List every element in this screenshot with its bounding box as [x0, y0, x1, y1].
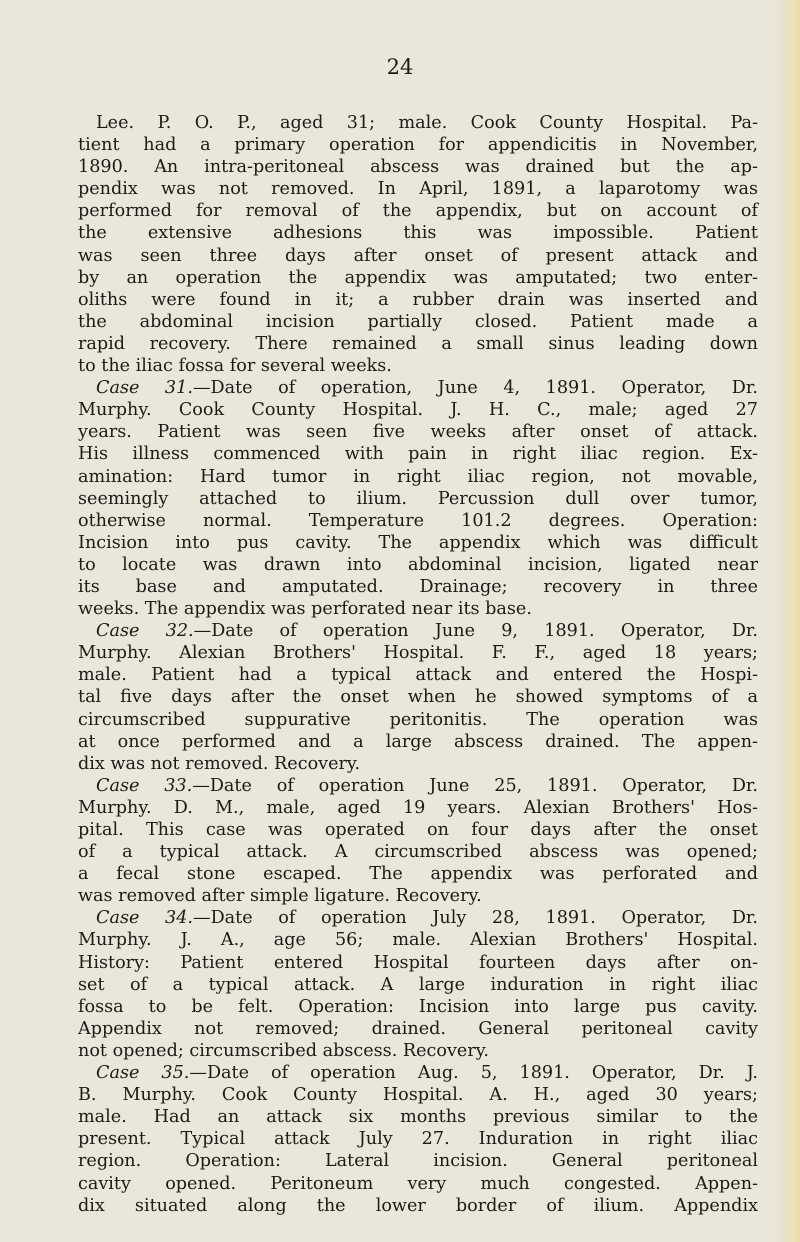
text-line: set of a typical attack. A large induration in right iliac — [78, 974, 758, 995]
text-line: History: Patient entered Hospital fourteen days after on- — [78, 952, 758, 973]
text-line: Lee. P. O. P., aged 31; male. Cook County Hospital. Pa- — [96, 113, 758, 133]
text-line: by an operation the appendix was amputated; two enter- — [78, 267, 758, 288]
text-line — [78, 907, 758, 929]
text-line: B. Murphy. Cook County Hospital. A. H., aged 30 years; — [78, 1085, 758, 1106]
text-line: pital. This case was operated on four days after the onset — [78, 820, 758, 840]
text-line: weeks. The appendix was perforated near its base. — [78, 599, 532, 620]
text-line: dix situated along the lower border of ilium. Appendix — [78, 1195, 758, 1216]
text-line: performed for removal of the appendix, but on account of — [78, 201, 758, 222]
text-line: Murphy. J. A., age 56; male. Alexian Brothers' Hospital. — [78, 930, 758, 951]
body-text — [78, 112, 758, 1217]
line-text: —Date of operation July 28, 1891. Operator, Dr. — [192, 908, 758, 929]
text-line: tient had a primary operation for appendicitis in November, — [78, 135, 758, 156]
text-line: the extensive adhesions this was impossible. Patient — [78, 223, 758, 244]
text-line: was seen three days after onset of present attack and — [78, 245, 758, 266]
text-line: to locate was drawn into abdominal incision, ligated near — [78, 554, 758, 575]
text-line: Appendix not removed; drained. General peritoneal cavity — [78, 1018, 758, 1039]
text-line: present. Typical attack July 27. Induration in right iliac — [78, 1129, 758, 1150]
text-line: dix was not removed. Recovery. — [78, 753, 361, 774]
text-line: of a typical attack. A circumscribed abscess was opened; — [78, 842, 758, 863]
line-text: —Date of operation June 25, 1891. Operator, Dr. — [192, 775, 759, 796]
text-line — [78, 775, 758, 797]
text-line: otherwise normal. Temperature 101.2 degrees. Operation: — [78, 510, 758, 531]
text-line: cavity opened. Peritoneum very much congested. Appen- — [78, 1173, 758, 1194]
case-label: Case 33. — [96, 775, 193, 796]
text-line: to the iliac fossa for several weeks. — [78, 356, 392, 377]
paragraph-case-32 — [78, 620, 758, 775]
paragraph-case-33 — [78, 775, 758, 908]
text-line — [78, 620, 758, 642]
text-line: was removed after simple ligature. Recovery. — [78, 886, 482, 907]
text-line: tal five days after the onset when he showed symptoms of a — [78, 687, 758, 708]
text-line: circumscribed suppurative peritonitis. The operation was — [78, 709, 758, 730]
line-text: —Date of operation, June 4, 1891. Operator, Dr. — [192, 378, 758, 399]
text-line: rapid recovery. There remained a small sinus leading down — [78, 333, 758, 354]
text-line: pendix was not removed. In April, 1891, a laparotomy was — [78, 179, 758, 200]
text-line: the abdominal incision partially closed. Patient made a — [78, 311, 758, 332]
text-line — [78, 1062, 758, 1084]
text-line: oliths were found in it; a rubber drain was inserted and — [78, 289, 758, 310]
text-line: fossa to be felt. Operation: Incision into large pus cavity. — [78, 996, 758, 1017]
text-line: Incision into pus cavity. The appendix which was difficult — [78, 532, 758, 553]
text-line: Murphy. D. M., male, aged 19 years. Alexian Brothers' Hos- — [78, 797, 758, 818]
text-line: region. Operation: Lateral incision. General peritoneal — [78, 1151, 758, 1172]
text-line: amination: Hard tumor in right iliac region, not movable, — [78, 466, 758, 487]
page-number: 24 — [386, 55, 414, 79]
case-label: Case 35. — [96, 1063, 190, 1084]
paragraph-case-34 — [78, 907, 758, 1062]
text-line: 1890. An intra-peritoneal abscess was drained but the ap- — [78, 157, 758, 178]
paragraph-case-35 — [78, 1062, 758, 1217]
text-line: Murphy. Alexian Brothers' Hospital. F. F., aged 18 years; — [78, 643, 758, 664]
text-line: at once performed and a large abscess drained. The appen- — [78, 731, 758, 752]
page-edge — [774, 0, 800, 1242]
text-line: years. Patient was seen five weeks after onset of attack. — [78, 422, 758, 443]
text-line: seemingly attached to ilium. Percussion dull over tumor, — [78, 488, 758, 509]
text-line: male. Patient had a typical attack and entered the Hospi- — [78, 665, 758, 686]
paragraph-case-31 — [78, 377, 758, 620]
text-line: male. Had an attack six months previous similar to the — [78, 1107, 758, 1128]
line-text: —Date of operation June 9, 1891. Operator, Dr. — [193, 621, 758, 642]
case-label: Case 32. — [96, 621, 194, 642]
text-line — [78, 377, 758, 399]
line-text: —Date of operation Aug. 5, 1891. Operator, Dr. J. — [189, 1063, 759, 1084]
text-line: His illness commenced with pain in right iliac region. Ex- — [78, 444, 758, 465]
case-label: Case 31. — [96, 378, 193, 399]
text-line: a fecal stone escaped. The appendix was perforated and — [78, 864, 758, 885]
text-line: its base and amputated. Drainage; recovery in three — [78, 576, 758, 597]
text-line: not opened; circumscribed abscess. Recovery. — [78, 1040, 489, 1061]
text-line: Murphy. Cook County Hospital. J. H. C., male; aged 27 — [78, 400, 758, 421]
case-label: Case 34. — [96, 908, 193, 929]
paragraph-lee — [78, 112, 758, 377]
